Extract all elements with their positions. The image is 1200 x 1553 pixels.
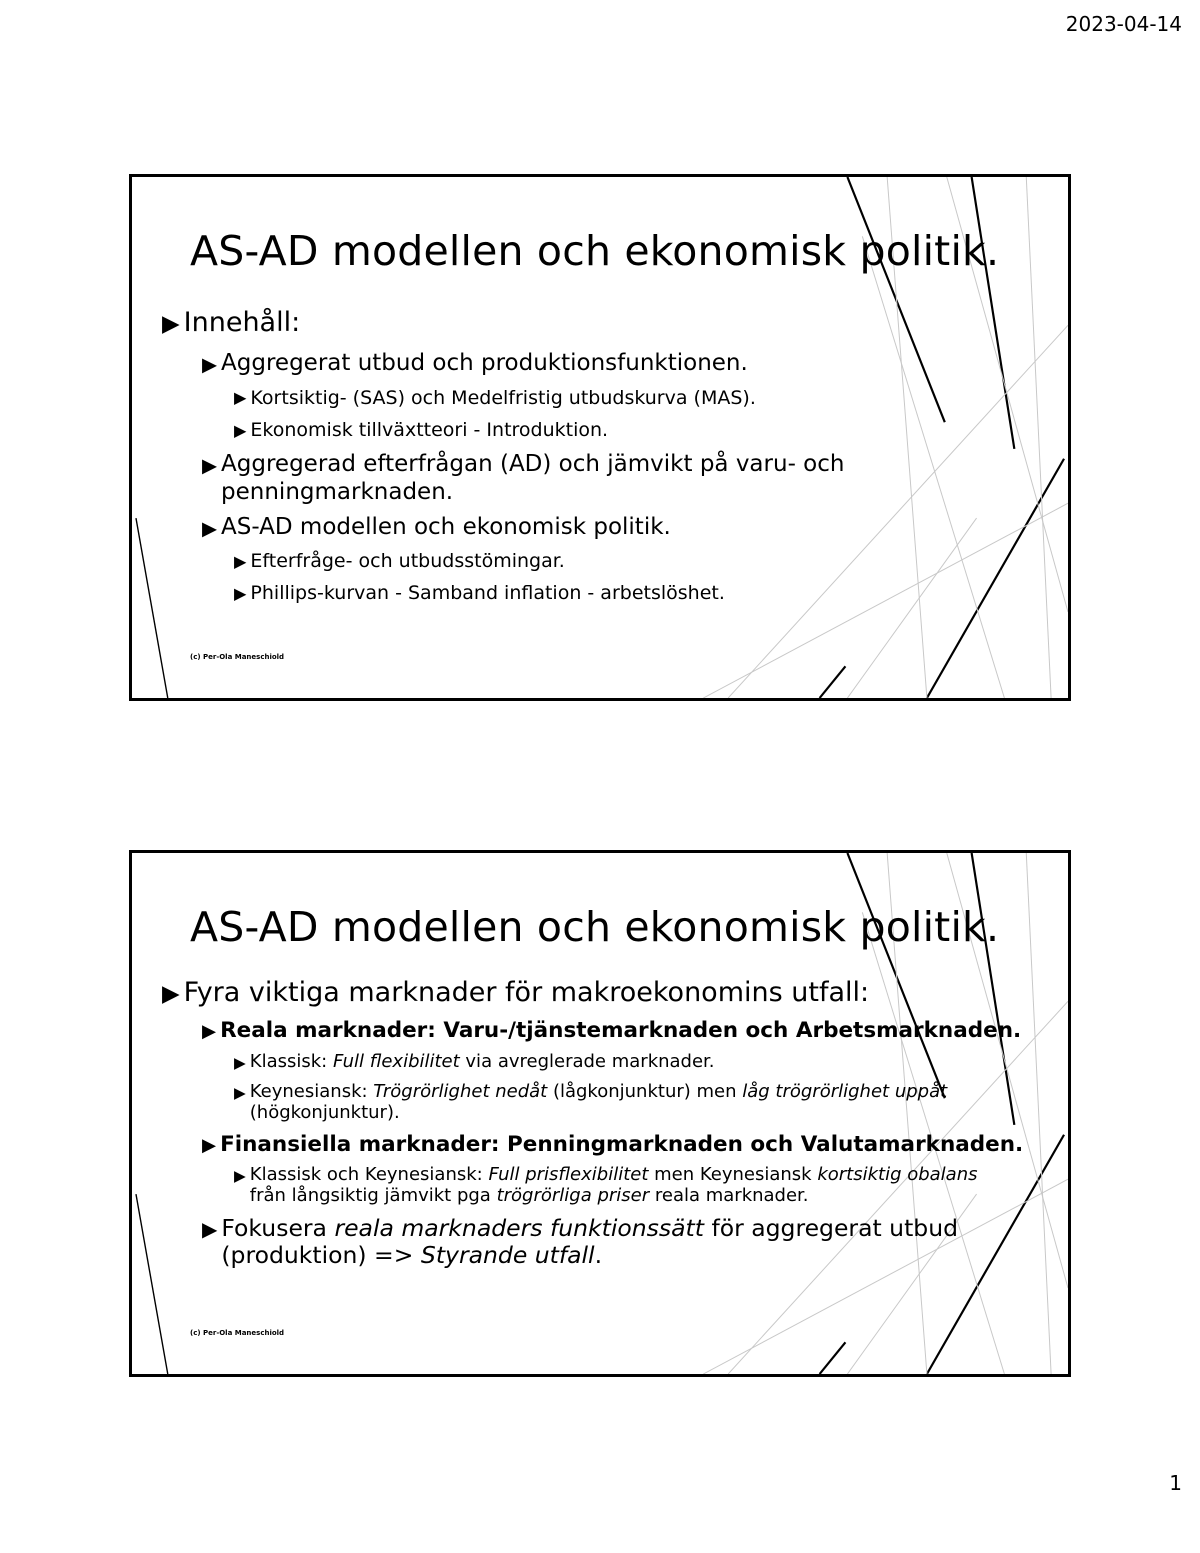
bullet-text <box>250 1052 715 1073</box>
bullet-level-3 <box>234 1165 1028 1207</box>
text-run: för aggregerat utbud (produktion) => <box>221 1213 959 1269</box>
bullet-arrow-icon: ▶ <box>234 1166 246 1185</box>
bullet-text: Aggregerad efterfrågan (AD) och jämvikt på varu- och penningmarknaden. <box>221 451 845 505</box>
bullet-arrow-icon: ▶ <box>234 584 247 604</box>
text-run-italic: kortsiktig obalans <box>817 1164 978 1186</box>
bullet-level-3 <box>234 1082 1028 1124</box>
bullet-text: Fyra viktiga marknader för makroekonomins utfall: <box>183 977 870 1008</box>
bullet-arrow-icon: ▶ <box>234 551 247 571</box>
text-run-italic: reala marknaders funktionssätt <box>334 1213 704 1242</box>
text-run-italic: Trögrörlighet nedåt <box>373 1080 548 1102</box>
bullet-arrow-icon: ▶ <box>202 516 218 540</box>
text-run: Klassisk och Keynesiansk: <box>249 1164 489 1186</box>
text-run: Keynesiansk: <box>249 1080 374 1102</box>
bullet-arrow-icon: ▶ <box>234 388 247 408</box>
bullet-text: Innehåll: <box>183 307 301 338</box>
text-run-italic: Full prisflexibilitet <box>488 1164 649 1186</box>
bullet-level-3 <box>234 582 1028 605</box>
slide-title: AS-AD modellen och ekonomisk politik. <box>190 227 1000 275</box>
bullet-arrow-icon: ▶ <box>162 981 180 1008</box>
bullet-arrow-icon: ▶ <box>202 353 218 377</box>
bullet-level-2 <box>202 350 1028 378</box>
bullet-arrow-icon: ▶ <box>202 1216 218 1241</box>
slide-footer: (c) Per-Ola Maneschiold <box>190 1329 285 1337</box>
bullet-level-2 <box>202 1018 1028 1045</box>
bullet-arrow-icon: ▶ <box>202 1134 217 1156</box>
bullet-text <box>221 1215 1001 1269</box>
text-run: men Keynesiansk <box>648 1164 818 1186</box>
bullet-level-3 <box>234 550 1028 573</box>
bullet-text: Efterfråge- och utbudsstömingar. <box>250 549 565 572</box>
bullet-text <box>250 1165 980 1207</box>
text-run: Fokusera <box>221 1213 335 1242</box>
text-run-italic: Styrande utfall <box>420 1240 595 1269</box>
page-number: 1 <box>1169 1471 1182 1495</box>
text-run: (högkonjunktur). <box>249 1101 400 1123</box>
bullet-level-1 <box>162 977 1028 1010</box>
bullet-arrow-icon: ▶ <box>202 1021 217 1043</box>
bullet-text: Ekonomisk tillväxtteori - Introduktion. <box>250 419 609 441</box>
bullet-level-1 <box>162 307 1028 340</box>
bullet-level-3 <box>234 1052 1028 1074</box>
text-run-italic: låg trögrörlighet uppåt <box>742 1080 948 1102</box>
bullet-arrow-icon: ▶ <box>234 1053 246 1072</box>
text-run-italic: trögrörliga priser <box>496 1185 650 1207</box>
text-run: Klassisk: <box>249 1050 333 1072</box>
bullet-level-2 <box>202 1132 1028 1159</box>
slide-1 <box>129 174 1071 701</box>
text-run: reala marknader. <box>649 1185 809 1207</box>
bullet-level-2 <box>202 1215 1028 1269</box>
bullet-arrow-icon: ▶ <box>234 1083 246 1102</box>
slide-2 <box>129 850 1071 1377</box>
slide-title: AS-AD modellen och ekonomisk politik. <box>190 903 1000 951</box>
bullet-text: AS-AD modellen och ekonomisk politik. <box>221 513 671 540</box>
bullet-text: Phillips-kurvan - Samband inflation - arbetslöshet. <box>250 582 725 605</box>
bullet-text: Aggregerat utbud och produktionsfunktionen. <box>221 350 748 377</box>
bullet-text: Reala marknader: Varu-/tjänstemarknaden och Arbetsmarknaden. <box>220 1018 1022 1044</box>
bullet-text: Kortsiktig- (SAS) och Medelfristig utbudskurva (MAS). <box>250 386 756 409</box>
slide-footer: (c) Per-Ola Maneschiold <box>190 653 285 661</box>
bullet-level-3 <box>234 419 1028 442</box>
text-run: (lågkonjunktur) men <box>547 1080 743 1102</box>
bullet-text <box>250 1082 1028 1124</box>
bullet-level-3 <box>234 387 1028 410</box>
text-run: via avreglerade marknader. <box>459 1050 715 1072</box>
bullet-text: Finansiella marknader: Penningmarknaden och Valutamarknaden. <box>220 1131 1024 1157</box>
bullet-arrow-icon: ▶ <box>234 420 247 440</box>
page-date: 2023-04-14 <box>1065 12 1182 36</box>
bullet-arrow-icon: ▶ <box>162 311 180 338</box>
text-run: . <box>594 1240 603 1269</box>
text-run-italic: Full flexibilitet <box>332 1050 460 1072</box>
slide-content <box>162 307 1028 615</box>
text-run: från långsiktig jämvikt pga <box>249 1185 497 1207</box>
bullet-arrow-icon: ▶ <box>202 454 218 478</box>
bullet-level-2 <box>202 514 1028 542</box>
slide-content <box>162 977 1028 1275</box>
bullet-level-2 <box>202 451 1028 505</box>
